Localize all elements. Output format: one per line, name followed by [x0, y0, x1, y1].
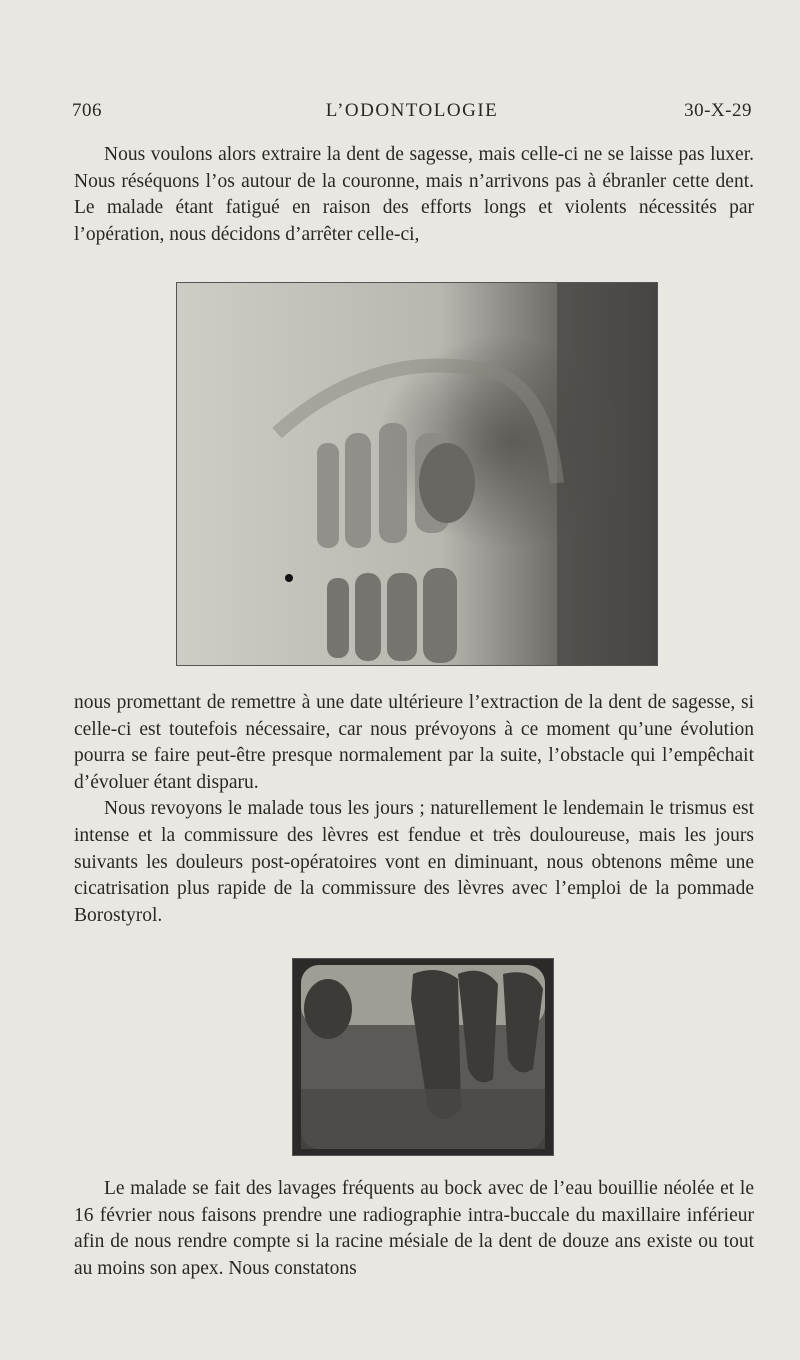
paragraph-3: Nous revoyons le malade tous les jours ; naturellement le lendemain le trismus est intense et la commissure des lèvres est fendue et très douloureuse, mais les jours suivants les douleurs post-opératoires vont en diminuant, nous obtenons même une cicatrisation plus rapide de la commissure des lèvres avec l’emploi de la pommade Borostyrol. — [74, 798, 754, 926]
journal-title: L’ODONTOLOGIE — [325, 100, 499, 121]
paragraph-2-block — [74, 690, 754, 929]
page-number: 706 — [72, 100, 102, 121]
paragraph-4: Le malade se fait des lavages fréquents au bock avec de l’eau bouillie néolée et le 16 février nous faisons prendre une radiographie intra-buccale du maxillaire inférieur afin de nous rendre compte si la racine mésiale de la dent de douze ans existe ou tout au moins son apex. Nous constatons — [74, 1178, 754, 1279]
paragraph-1: Nous voulons alors extraire la dent de sagesse, mais celle-ci ne se laisse pas luxer. Nous réséquons l’os autour de la couronne, mais n’arrivons pas à ébranler cette dent. Le malade étant fatigué en raison des efforts longs et violents nécessités par l’opération, nous décidons d’arrêter celle-ci, — [74, 144, 754, 245]
issue-date: 30-X-29 — [684, 100, 752, 121]
dental-radiograph-image — [292, 958, 554, 1156]
dental-radiograph-icon — [293, 959, 553, 1155]
paragraph-2: nous promettant de remettre à une date ultérieure l’extraction de la dent de sagesse, si celle-ci est toutefois nécessaire, car nous prévoyons à ce moment qu’une évolution pourra se faire peut-être presque normalement par la suite, l’obstacle qui l’empêchait d’évoluer étant disparu. — [74, 692, 754, 793]
paragraph-1-block — [74, 142, 754, 248]
jaw-radiograph-image — [176, 282, 658, 666]
jaw-radiograph-icon — [177, 283, 657, 665]
paragraph-4-block — [74, 1176, 754, 1282]
running-head — [72, 100, 752, 130]
